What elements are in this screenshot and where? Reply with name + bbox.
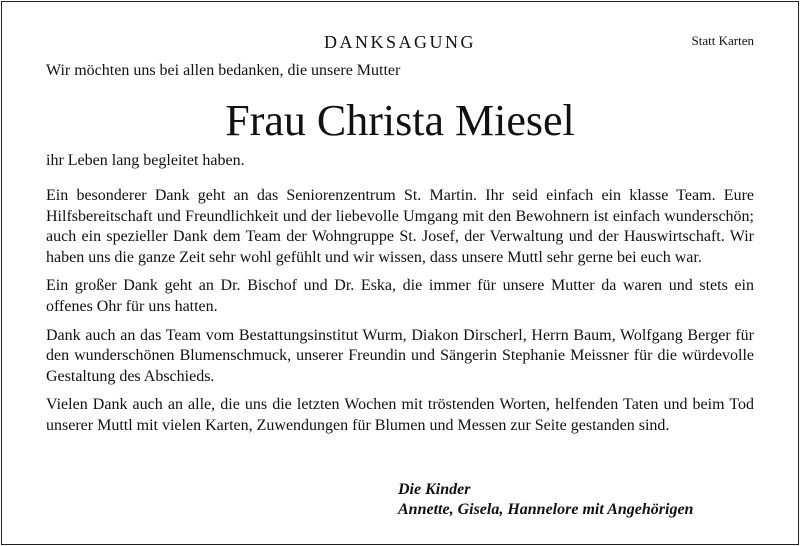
thanks-paragraph: Dank auch an das Team vom Bestattungsinstitut Wurm, Diakon Dirscherl, Herrn Baum, Wolfgang Berger für den wunderschönen Blumenschmuck, unserer Freundin und Sängerin Stephanie Meissner für die würdevolle Gestaltung des Abschieds. bbox=[46, 326, 754, 385]
thanks-body bbox=[46, 186, 754, 445]
thanks-paragraph: Ein großer Dank geht an Dr. Bischof und Dr. Eska, die immer für unsere Mutter da waren und stets ein offenes Ohr für uns hatten. bbox=[46, 277, 754, 315]
notice-heading: DANKSAGUNG bbox=[323, 32, 476, 52]
signature-line-2: Annette, Gisela, Hannelore mit Angehörigen bbox=[398, 501, 694, 518]
deceased-name: Frau Christa Miesel bbox=[225, 96, 575, 145]
signature-block bbox=[398, 480, 693, 520]
statt-karten-label: Statt Karten bbox=[691, 33, 754, 48]
thanks-paragraph: Vielen Dank auch an alle, die uns die letzten Wochen mit tröstenden Worten, helfenden Taten und beim Tod unserer Muttl mit vielen Karten, Zuwendungen für Blumen und Messen zur Seite gestanden sind. bbox=[46, 396, 754, 434]
signature-line-1: Die Kinder bbox=[398, 481, 471, 498]
outro-line: ihr Leben lang begleitet haben. bbox=[46, 152, 245, 169]
intro-line: Wir möchten uns bei allen bedanken, die unsere Mutter bbox=[46, 62, 401, 79]
thanks-paragraph: Ein besonderer Dank geht an das Seniorenzentrum St. Martin. Ihr seid einfach ein klasse Team. Eure Hilfsbereitschaft und Freundlichkeit und der liebevolle Umgang mit den Bewohnern ist einfach wunderschön; auch ein spezieller Dank dem Team der Wohngruppe St. Josef, der Verwaltung und der Hauswirtschaft. Wir haben uns die ganze Zeit sehr wohl gefühlt und wir wissen, dass unsere Muttl sehr gerne bei euch war. bbox=[46, 187, 754, 266]
